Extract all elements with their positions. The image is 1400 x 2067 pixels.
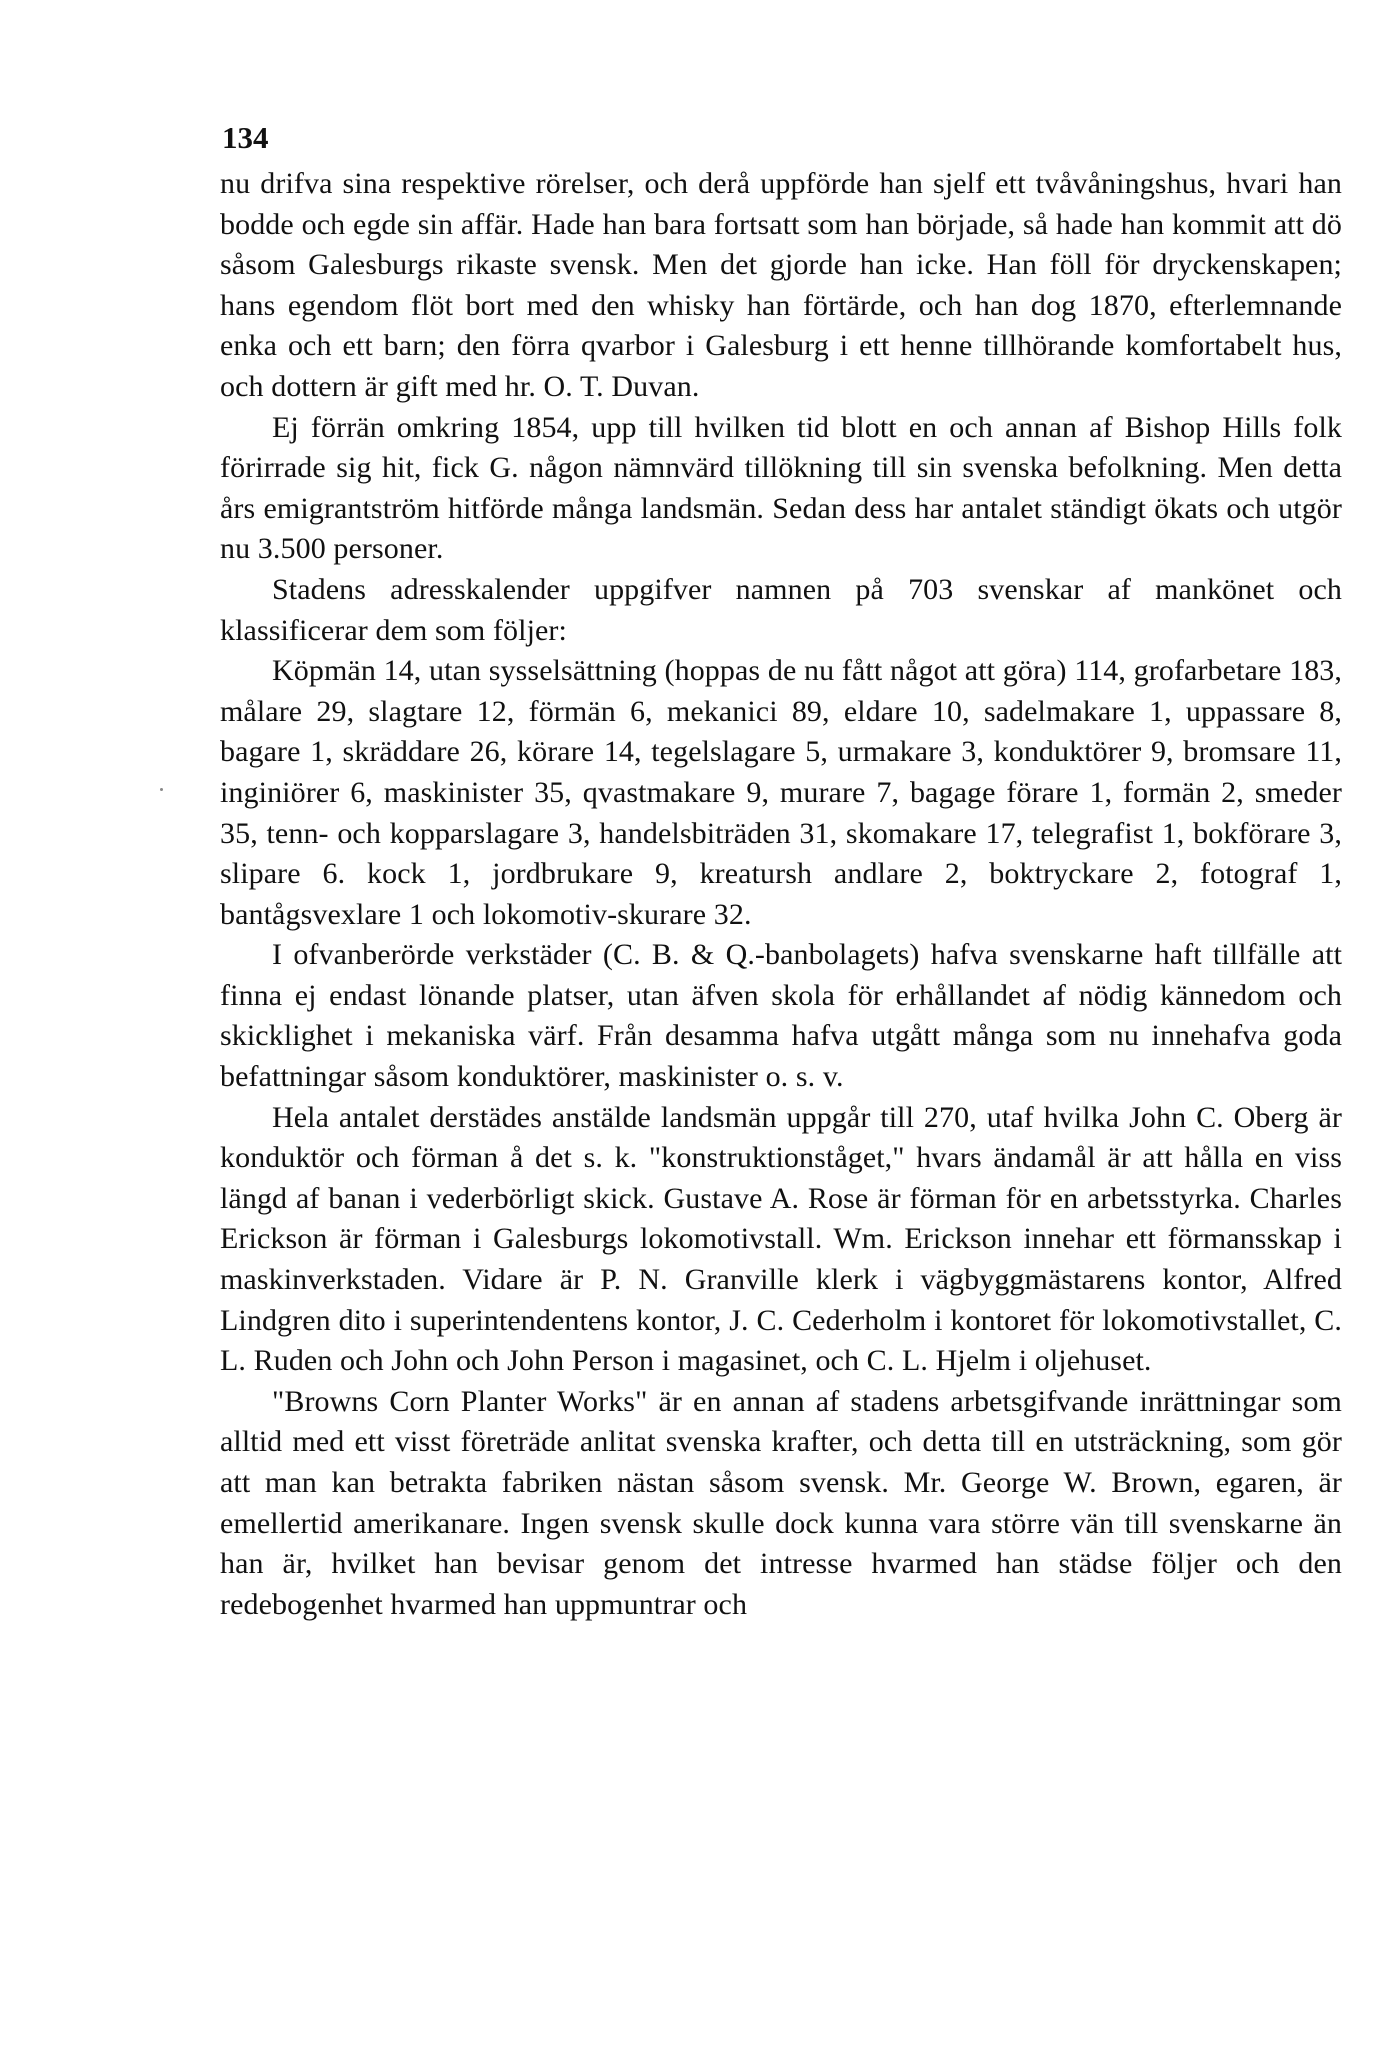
- paragraph-6: Hela antalet derstädes anstälde landsmän uppgår till 270, utaf hvilka John C. Oberg är konduktör och förman å det s. k. "konstruktionståget," hvars ändamål är att hålla en viss längd af banan i vederbörligt skick. Gustave A. Rose är förman för en arbetsstyrka. Charles Erickson är förman i Galesburgs lokomotivstall. Wm. Erickson innehar ett förmansskap i maskinverkstaden. Vidare är P. N. Granville klerk i vägbyggmästarens kontor, Alfred Lindgren dito i superintendentens kontor, J. C. Cederholm i kontoret för lokomotivstallet, C. L. Ruden och John och John Person i magasinet, och C. L. Hjelm i oljehuset.: [220, 1100, 1342, 1378]
- paragraph-7: "Browns Corn Planter Works" är en annan af stadens arbetsgifvande inrättningar som alltid med ett visst företräde anlitat svenska krafter, och detta till en utsträckning, som gör att man kan betrakta fabriken nästan såsom svensk. Mr. George W. Brown, egaren, är emellertid amerikanare. Ingen svensk skulle dock kunna vara större vän till svenskarne än han är, hvilket han bevisar genom det intresse hvarmed han städse följer och den redebogenhet hvarmed han uppmuntrar och: [220, 1384, 1342, 1621]
- paragraph-4: Köpmän 14, utan sysselsättning (hoppas de nu fått något att göra) 114, grofarbetare 183, målare 29, slagtare 12, förmän 6, mekanici 89, eldare 10, sadelmakare 1, uppassare 8, bagare 1, skräddare 26, körare 14, tegelslagare 5, urmakare 3, konduktörer 9, bromsare 11, inginiörer 6, maskinister 35, qvastmakare 9, murare 7, bagage förare 1, formän 2, smeder 35, tenn- och kopparslagare 3, handelsbiträden 31, skomakare 17, telegrafist 1, bokförare 3, slipare 6. kock 1, jordbrukare 9, kreatursh andlare 2, boktryckare 2, fotograf 1, bantågsvexlare 1 och lokomotiv-skurare 32.: [220, 654, 1342, 931]
- document-page: [220, 118, 1342, 1625]
- page-number: 134: [222, 120, 269, 155]
- paragraph-3: Stadens adresskalender uppgifver namnen på 703 svenskar af mankönet och klassificerar dem som följer:: [220, 572, 1342, 647]
- margin-speck: [160, 788, 163, 791]
- paragraph-2: Ej förrän omkring 1854, upp till hvilken tid blott en och annan af Bishop Hills folk förirrade sig hit, fick G. någon nämnvärd tillökning till sin svenska befolkning. Men detta års emigrantström hitförde många landsmän. Sedan dess har antalet ständigt ökats och utgör nu 3.500 personer.: [220, 410, 1342, 566]
- paragraph-1: nu drifva sina respektive rörelser, och derå uppförde han sjelf ett tvåvåningshus, hvari han bodde och egde sin affär. Hade han bara fortsatt som han började, så hade han kommit att dö såsom Galesburgs rikaste svensk. Men det gjorde han icke. Han föll för dryckenskapen; hans egendom flöt bort med den whisky han förtärde, och han dog 1870, efterlemnande enka och ett barn; den förra qvarbor i Galesburg i ett henne tillhörande komfortabelt hus, och dottern är gift med hr. O. T. Duvan.: [220, 167, 1342, 403]
- paragraph-5: I ofvanberörde verkstäder (C. B. & Q.-banbolagets) hafva svenskarne haft tillfälle att finna ej endast lönande platser, utan äfven skola för erhållandet af nödig kännedom och skicklighet i mekaniska värf. Från desamma hafva utgått många som nu innehafva goda befattningar såsom konduktörer, maskinister o. s. v.: [220, 938, 1342, 1094]
